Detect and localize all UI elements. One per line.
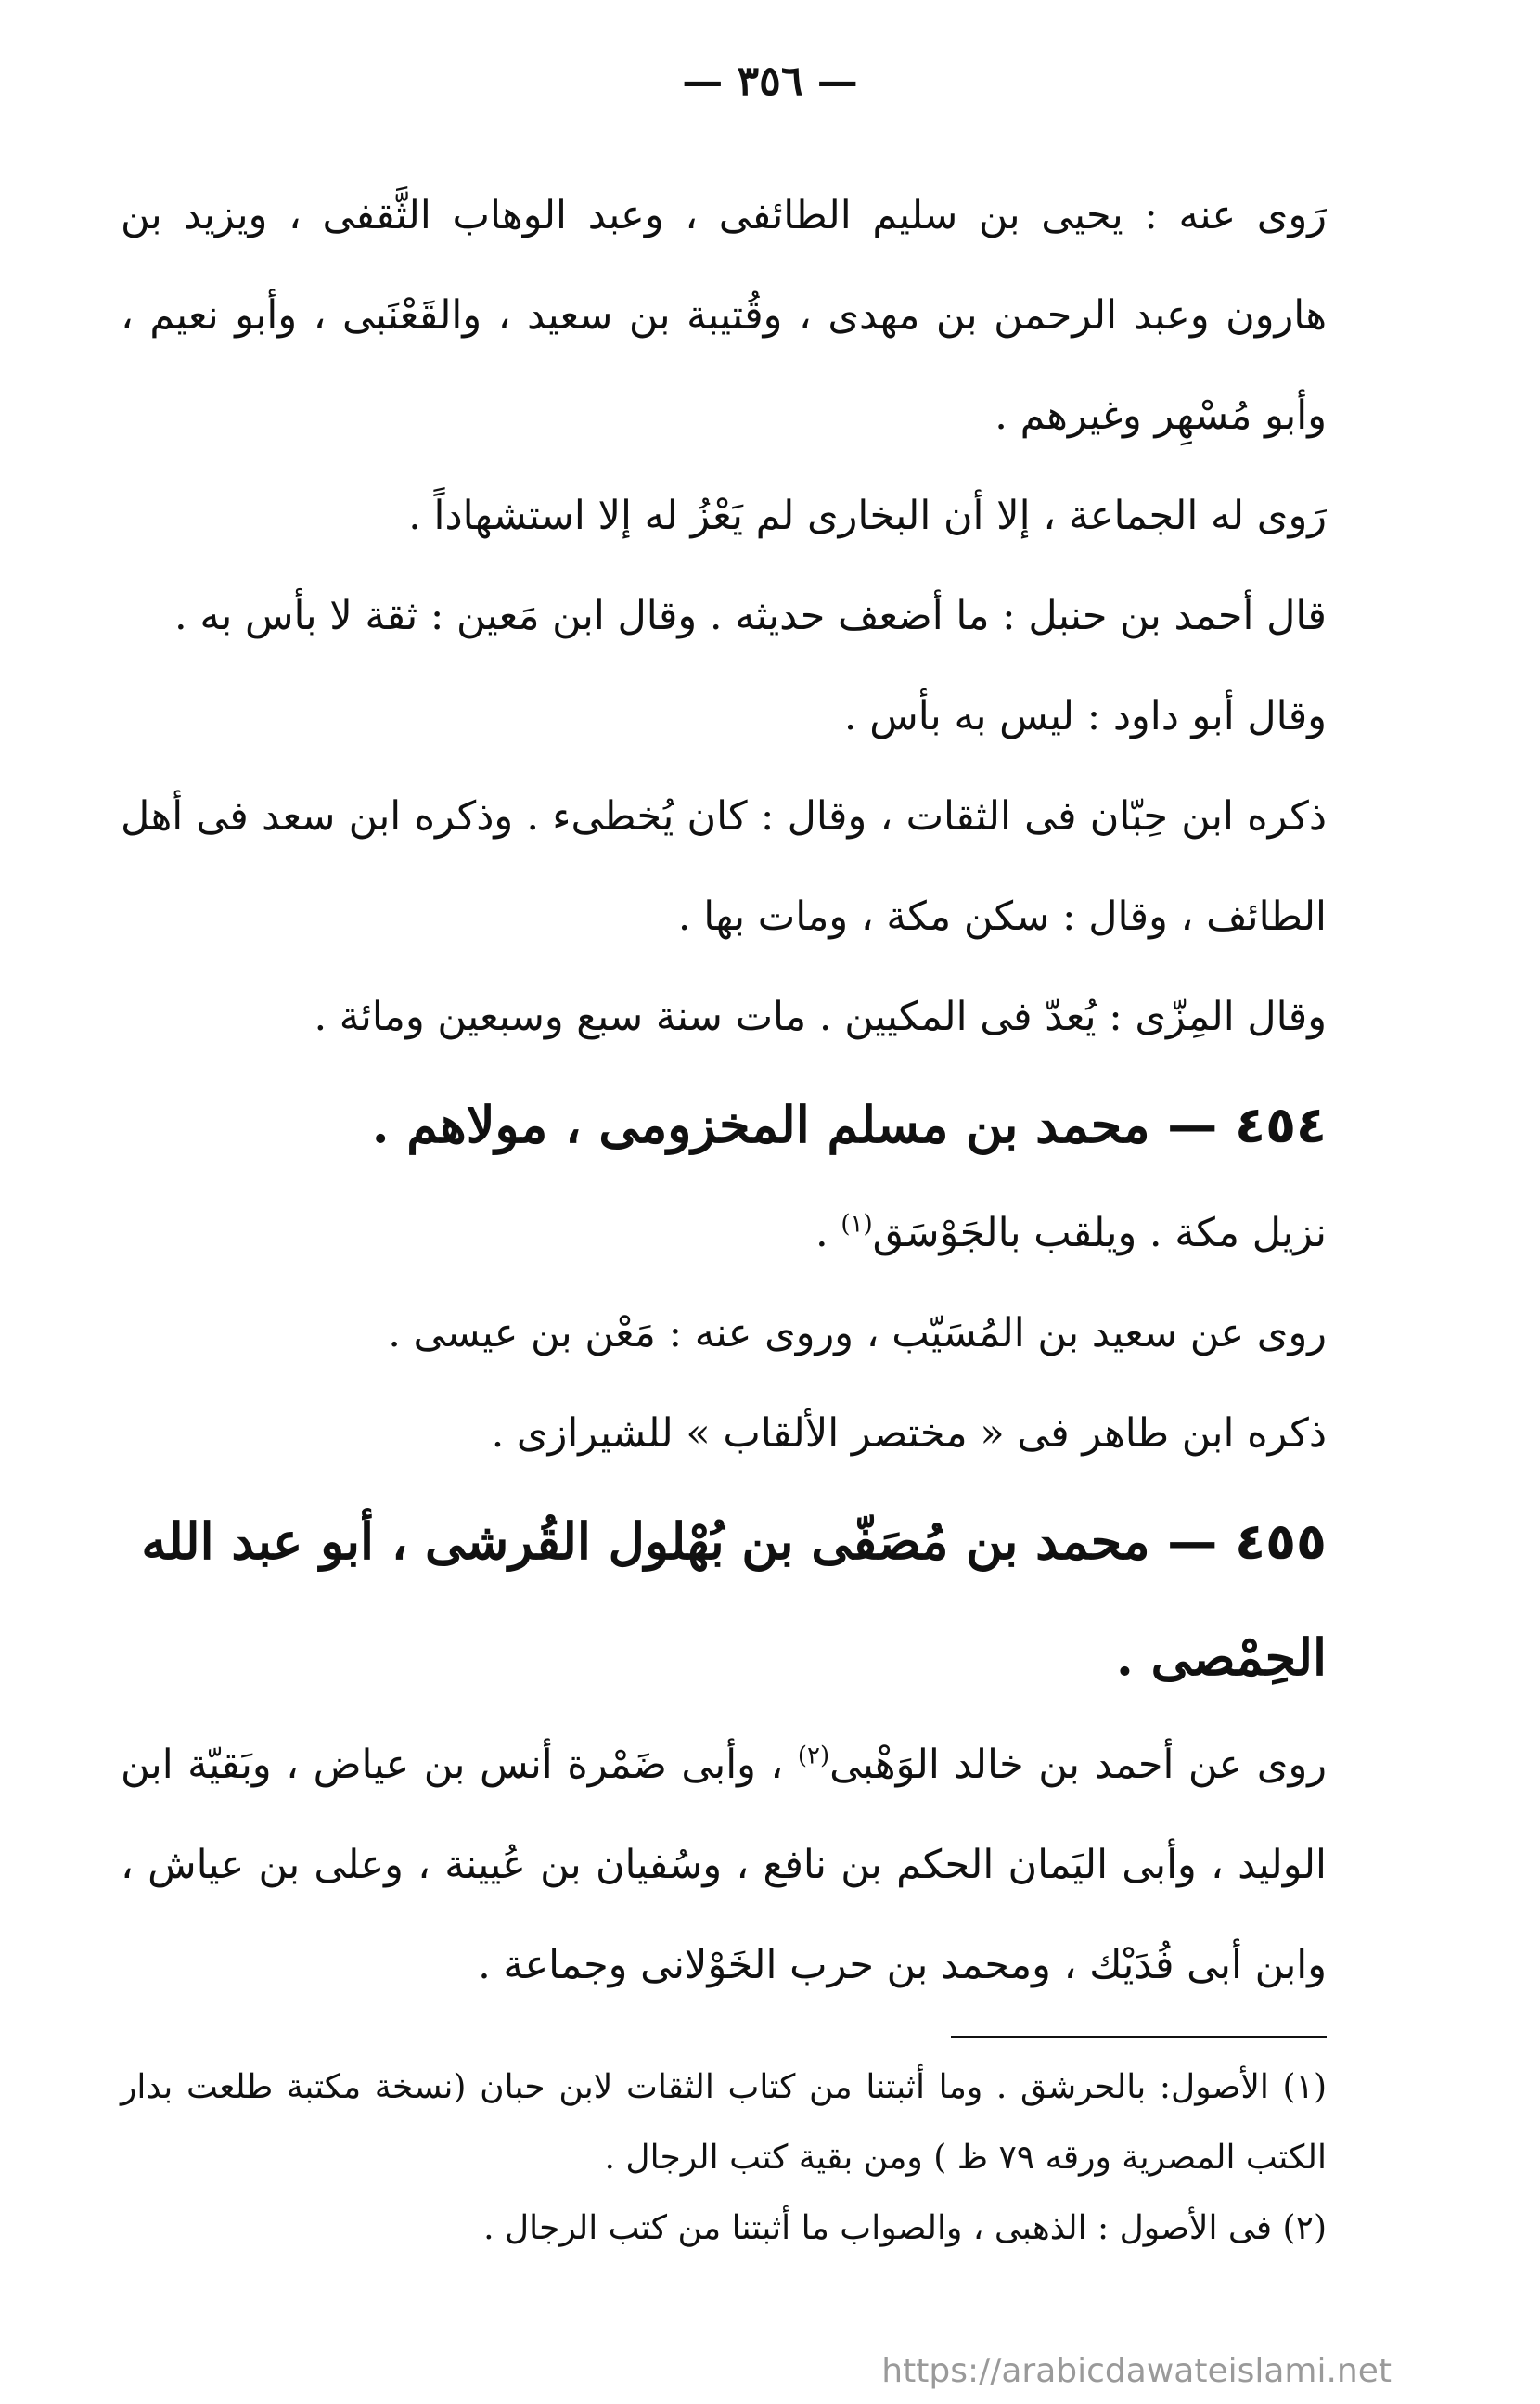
paragraph-narrators: رَوى عنه : يحيى بن سليم الطائفى ، وعبد الوهاب الثَّقفى ، ويزيد بن هارون وعبد الرحمن بن مهدى ، وقُتيبة بن سعيد ، والقَعْنَبى ، وأبو نعيم ، وأبو مُسْهِر وغيرهم . (121, 192, 1327, 439)
text-run: نزيل مكة . ويلقب بالجَوْسَق (872, 1210, 1327, 1256)
footnote-ref: (٢) (797, 1742, 830, 1770)
text-run: ، وأبى ضَمْرة أنس بن عياض ، وبَقيّة ابن الوليد ، وأبى اليَمان الحكم بن نافع ، وسُفيان بن عُيينة ، وعلى بن عياش ، وابن أبى فُدَيْك ، ومحمد بن حرب الخَوْلانى وجماعة . (121, 1742, 1327, 1988)
entry-heading-454 (121, 1067, 1327, 1183)
watermark-url: https://arabicdawateislami.net (881, 2352, 1392, 2390)
footnote-1: (١) الأصول: بالحرشق . وما أثبتنا من كتاب الثقات لابن حبان (نسخة مكتبة طلعت بدار الكتب المصرية ورقه ٧٩ ظ ) ومن بقية كتب الرجال . (121, 2068, 1327, 2177)
paragraph-ahmad: قال أحمد بن حنبل : ما أضعف حديثه . وقال ابن مَعين : ثقة لا بأس به . (173, 593, 1327, 639)
footnote-2: (٢) فى الأصول : الذهبى ، والصواب ما أثبتنا من كتب الرجال . (483, 2209, 1327, 2247)
entry-heading-455 (121, 1484, 1327, 1715)
footnote-ref: (١) (841, 1210, 873, 1239)
entry-dash: — (1149, 1095, 1236, 1154)
text-run: . (815, 1210, 841, 1256)
footnote-divider (951, 2036, 1327, 2038)
entry-title: محمد بن مسلم المخزومى ، مولاهم . (371, 1095, 1150, 1154)
text-run: روى عن أحمد بن خالد الوَهْبى (829, 1742, 1327, 1788)
entry-title: محمد بن مُصَفّى بن بُهْلول القُرشى ، أبو عبد الله الحِمْصى . (141, 1511, 1327, 1687)
paragraph-abu-dawud: وقال أبو داود : ليس به بأس . (843, 693, 1327, 739)
paragraph-riwaya: روى عن سعيد بن المُسَيّب ، وروى عنه : مَعْن بن عيسى . (388, 1310, 1327, 1356)
page-number: — ٣٥٦ — (682, 58, 858, 105)
footnotes (121, 2052, 1327, 2264)
entry-number: ٤٥٤ (1235, 1096, 1327, 1154)
paragraph-mizzi: وقال المِزّى : يُعدّ فى المكيين . مات سنة سبع وسبعين ومائة . (314, 994, 1327, 1040)
paragraph-jamaa: رَوى له الجماعة ، إلا أن البخارى لم يَعْزُ له إلا استشهاداً . (408, 493, 1327, 539)
paragraph-narrators-455 (121, 1715, 1327, 2015)
paragraph-ibn-hibban: ذكره ابن حِبّان فى الثقات ، وقال : كان يُخطىء . وذكره ابن سعد فى أهل الطائف ، وقال : سكن مكة ، ومات بها . (121, 793, 1327, 940)
entry-number: ٤٥٥ (1235, 1512, 1327, 1571)
paragraph-ibn-tahir: ذكره ابن طاهر فى « مختصر الألقاب » للشيرازى . (491, 1410, 1327, 1457)
main-text (121, 165, 1327, 2015)
entry-dash: — (1149, 1511, 1236, 1571)
paragraph-nazil-makka (121, 1183, 1327, 1283)
